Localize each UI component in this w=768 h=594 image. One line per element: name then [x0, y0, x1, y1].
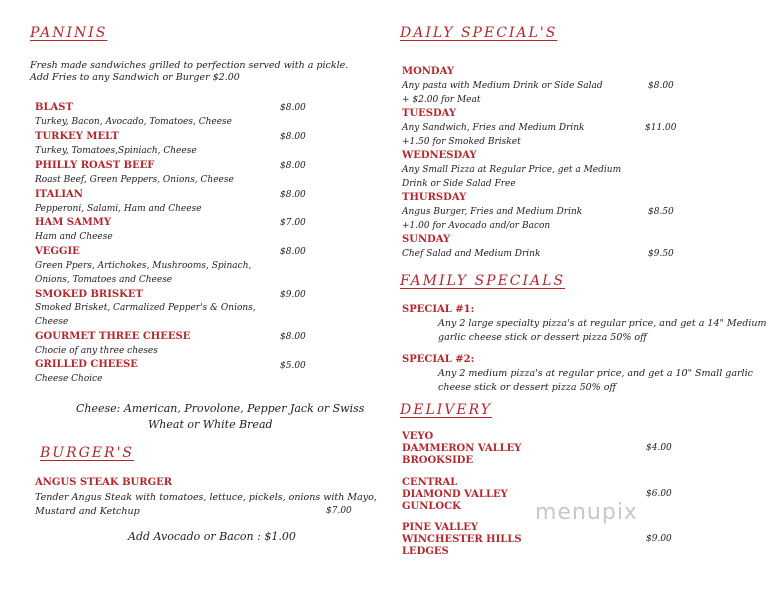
daily-special-day: SUNDAY	[402, 234, 451, 245]
delivery-price: $4.00	[646, 443, 672, 453]
family-special-line: cheese stick or dessert pizza 50% off	[438, 382, 617, 393]
family-specials-heading: FAMILY SPECIALS	[400, 273, 566, 289]
panini-price: $7.00	[280, 218, 306, 228]
delivery-area: VEYO	[402, 431, 434, 442]
family-special-line: Any 2 medium pizza's at regular price, and get a 10" Small garlic	[438, 368, 753, 379]
panini-price: $8.00	[280, 247, 306, 257]
daily-specials-heading: DAILY SPECIAL'S	[400, 25, 558, 41]
panini-price: $8.00	[280, 161, 306, 171]
panini-name: VEGGIE	[35, 246, 80, 257]
paninis-intro-line-1: Fresh made sandwiches grilled to perfection served with a pickle.	[30, 60, 349, 71]
delivery-heading: DELIVERY	[400, 402, 492, 418]
panini-description: Chocie of any three cheses	[35, 346, 158, 356]
daily-special-line: +1.00 for Avocado and/or Bacon	[402, 221, 551, 231]
panini-name: GOURMET THREE CHEESE	[35, 331, 191, 342]
panini-price: $8.00	[280, 190, 306, 200]
burger-description-line-2: Mustard and Ketchup	[35, 506, 140, 517]
daily-special-line: Any Sandwich, Fries and Medium Drink	[402, 123, 585, 133]
panini-price: $8.00	[280, 332, 306, 342]
paninis-intro-line-2: Add Fries to any Sandwich or Burger $2.00	[30, 72, 240, 83]
daily-special-day: TUESDAY	[402, 108, 457, 119]
watermark: menupix	[535, 500, 638, 525]
delivery-price: $9.00	[646, 534, 672, 544]
panini-price: $5.00	[280, 361, 306, 371]
daily-special-line: Any Small Pizza at Regular Price, get a Medium	[402, 165, 622, 175]
daily-special-day: MONDAY	[402, 66, 454, 77]
burger-addon-note: Add Avocado or Bacon : $1.00	[128, 530, 296, 543]
delivery-area: DIAMOND VALLEY	[402, 489, 508, 500]
daily-special-line: Drink or Side Salad Free	[402, 179, 516, 189]
panini-price: $9.00	[280, 290, 306, 300]
daily-special-line: +1.50 for Smoked Brisket	[402, 137, 521, 147]
panini-name: SMOKED BRISKET	[35, 289, 143, 300]
family-special-label: SPECIAL #2:	[402, 354, 475, 365]
burger-name: ANGUS STEAK BURGER	[35, 477, 173, 488]
paninis-heading: PANINIS	[30, 25, 108, 41]
bread-options-note: Wheat or White Bread	[148, 418, 273, 431]
delivery-price: $6.00	[646, 489, 672, 499]
panini-description: Turkey, Tomatoes,Spiniach, Cheese	[35, 146, 197, 156]
panini-name: ITALIAN	[35, 189, 83, 200]
delivery-area: LEDGES	[402, 546, 449, 557]
delivery-area: DAMMERON VALLEY	[402, 443, 522, 454]
daily-special-price: $8.50	[648, 207, 674, 217]
daily-special-line: + $2.00 for Meat	[402, 95, 481, 105]
panini-description: Turkey, Bacon, Avocado, Tomatoes, Cheese	[35, 117, 232, 127]
delivery-area: PINE VALLEY	[402, 522, 479, 533]
panini-description: Green Ppers, Artichokes, Mushrooms, Spinach,	[35, 261, 252, 271]
daily-special-line: Angus Burger, Fries and Medium Drink	[402, 207, 583, 217]
panini-name: BLAST	[35, 102, 73, 113]
delivery-area: WINCHESTER HILLS	[402, 534, 522, 545]
panini-description: Smoked Brisket, Carmalized Pepper's & Onions,	[35, 303, 256, 313]
burger-price: $7.00	[326, 506, 352, 516]
panini-name: GRILLED CHEESE	[35, 359, 138, 370]
panini-price: $8.00	[280, 132, 306, 142]
panini-description: Cheese Choice	[35, 374, 103, 384]
daily-special-day: THURSDAY	[402, 192, 467, 203]
panini-price: $8.00	[280, 103, 306, 113]
panini-name: PHILLY ROAST BEEF	[35, 160, 155, 171]
panini-name: TURKEY MELT	[35, 131, 119, 142]
cheese-options-note: Cheese: American, Provolone, Pepper Jack or Swiss	[76, 402, 365, 415]
panini-description: Onions, Tomatoes and Cheese	[35, 275, 173, 285]
daily-special-line: Chef Salad and Medium Drink	[402, 249, 541, 259]
panini-description: Pepperoni, Salami, Ham and Cheese	[35, 204, 202, 214]
delivery-area: BROOKSIDE	[402, 455, 474, 466]
panini-description: Ham and Cheese	[35, 232, 113, 242]
delivery-area: CENTRAL	[402, 477, 458, 488]
burger-description-line-1: Tender Angus Steak with tomatoes, lettuce, pickels, onions with Mayo,	[35, 492, 377, 503]
daily-special-price: $11.00	[645, 123, 677, 133]
daily-special-price: $9.50	[648, 249, 674, 259]
family-special-line: garlic cheese stick or dessert pizza 50% off	[438, 332, 647, 343]
family-special-label: SPECIAL #1:	[402, 304, 475, 315]
panini-description: Roast Beef, Green Peppers, Onions, Cheese	[35, 175, 234, 185]
panini-description: Cheese	[35, 317, 69, 327]
panini-name: HAM SAMMY	[35, 217, 112, 228]
family-special-line: Any 2 large specialty pizza's at regular price, and get a 14" Medium	[438, 318, 767, 329]
burgers-heading: BURGER'S	[40, 445, 135, 461]
daily-special-price: $8.00	[648, 81, 674, 91]
daily-special-line: Any pasta with Medium Drink or Side Salad	[402, 81, 603, 91]
daily-special-day: WEDNESDAY	[402, 150, 477, 161]
delivery-area: GUNLOCK	[402, 501, 461, 512]
